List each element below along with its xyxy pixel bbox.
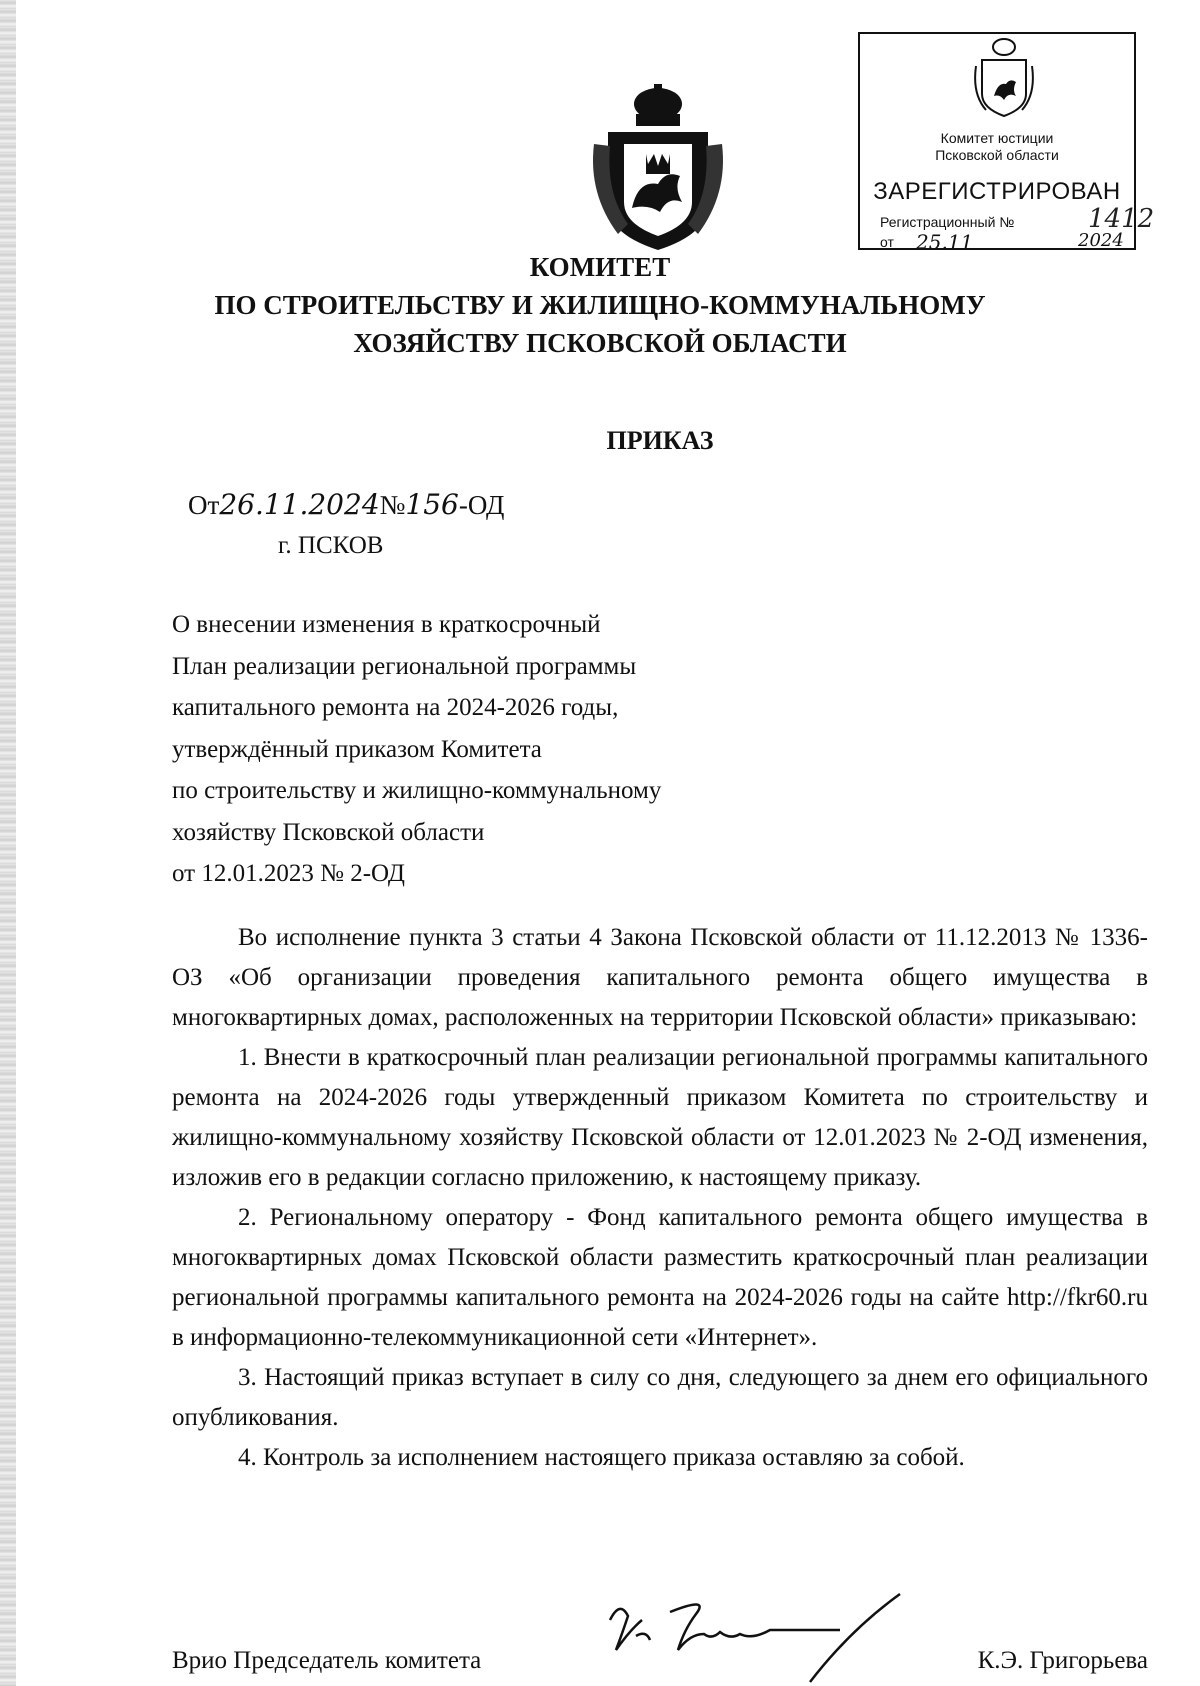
coat-of-arms-emblem bbox=[588, 84, 728, 254]
city: г. ПСКОВ bbox=[278, 532, 384, 559]
subject-line: утверждённый приказом Комитета bbox=[172, 735, 542, 763]
body-paragraph-item-2: 2. Региональному оператору - Фонд капитального ремонта общего имущества в многоквартирных домах Псковской области разместить краткосрочный план реализации региональной программы капитального ремонта на 2024-2026 годы на сайте http://fkr60.ru в информационно-телекоммуникационной сети «Интернет». bbox=[172, 1204, 1148, 1351]
body-paragraph-preamble: Во исполнение пункта 3 статьи 4 Закона Псковской области от 11.12.2013 № 1336-ОЗ «Об организации проведения капитального ремонта общего имущества в многоквартирных домах, расположенных на территории Псковской области» приказываю: bbox=[172, 924, 1148, 1031]
signatory-name: К.Э. Григорьева bbox=[977, 1647, 1148, 1674]
subject-line: План реализации региональной программы bbox=[172, 652, 637, 680]
document-type: ПРИКАЗ bbox=[606, 426, 714, 455]
stamp-org-line2: Псковской области bbox=[935, 147, 1059, 163]
organization-title bbox=[0, 248, 1200, 362]
stamp-year-value: 2024 bbox=[1078, 230, 1124, 251]
stamp-coat-of-arms-emblem bbox=[972, 38, 1036, 120]
body-paragraph-item-1: 1. Внести в краткосрочный план реализации региональной программы капитального ремонта на 2024-2026 годы утвержденный приказом Комитета по строительству и жилищно-коммунальному хозяйству Псковской области от 12.01.2023 № 2-ОД изменения, изложив его в редакции согласно приложению, к настоящему приказу. bbox=[172, 1044, 1148, 1191]
stamp-date-value: 25.11 bbox=[916, 230, 974, 254]
order-from-label: От bbox=[188, 490, 220, 520]
organization-title-line2: ПО СТРОИТЕЛЬСТВУ И ЖИЛИЩНО-КОММУНАЛЬНОМУ bbox=[214, 290, 986, 320]
subject-line: от 12.01.2023 № 2-ОД bbox=[172, 860, 405, 887]
order-number-handwritten: 156 bbox=[405, 488, 459, 521]
subject-line: капитального ремонта на 2024-2026 годы, bbox=[172, 694, 619, 721]
stamp-organization bbox=[860, 130, 1134, 164]
subject-line: О внесении изменения в краткосрочный bbox=[172, 611, 601, 638]
subject-block bbox=[172, 604, 661, 895]
stamp-org-line1: Комитет юстиции bbox=[940, 130, 1054, 146]
subject-line: по строительству и жилищно-коммунальному bbox=[172, 777, 662, 804]
order-date-number bbox=[188, 488, 504, 521]
body-paragraph-item-4: 4. Контроль за исполнением настоящего приказа оставляю за собой. bbox=[238, 1444, 965, 1471]
order-number-label: № bbox=[379, 490, 406, 520]
body-paragraph-item-3: 3. Настоящий приказ вступает в силу со дня, следующего за днем его официального опубликования. bbox=[172, 1364, 1148, 1431]
stamp-date-label: от bbox=[880, 234, 894, 250]
registration-stamp bbox=[858, 32, 1155, 254]
handwritten-signature bbox=[600, 1590, 940, 1686]
order-number-suffix: -ОД bbox=[458, 490, 505, 520]
organization-title-line3: ХОЗЯЙСТВУ ПСКОВСКОЙ ОБЛАСТИ bbox=[353, 328, 847, 358]
stamp-status: ЗАРЕГИСТРИРОВАН bbox=[873, 178, 1121, 205]
stamp-reg-number: 1412 bbox=[1088, 204, 1155, 234]
stamp-reg-label: Регистрационный № bbox=[880, 214, 1015, 230]
order-date-handwritten: 26.11.2024 bbox=[219, 488, 380, 521]
organization-title-line1: КОМИТЕТ bbox=[529, 252, 671, 282]
signatory-title: Врио Председатель комитета bbox=[172, 1647, 482, 1674]
subject-line: хозяйству Псковской области bbox=[172, 818, 485, 846]
order-body bbox=[172, 918, 1148, 1478]
